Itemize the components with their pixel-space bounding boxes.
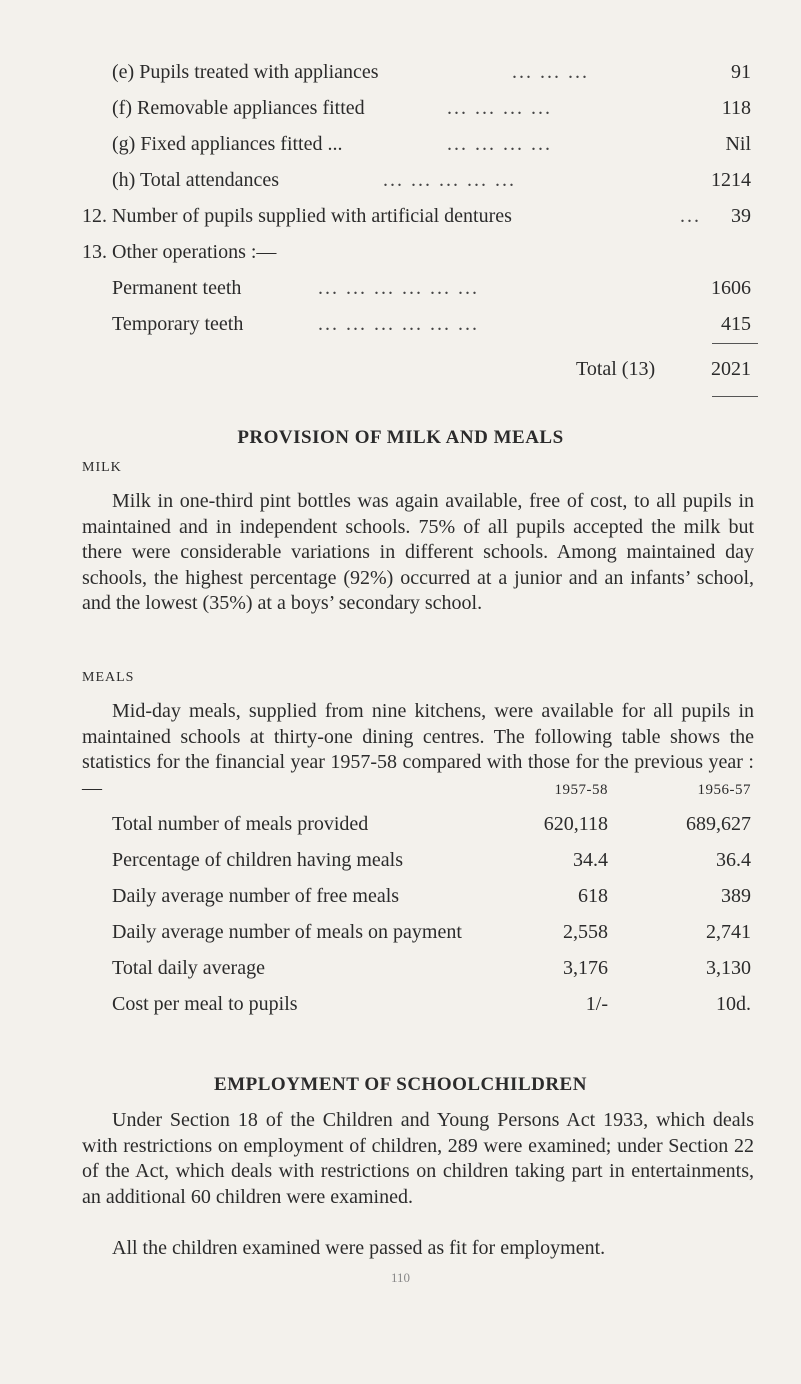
list-item-f-value: 118 [721,97,751,119]
table-cell-a: 620,118 [543,813,608,835]
list-item-h-label: (h) Total attendances [112,169,280,191]
list-item-f-dots: ... ... ... ... [447,97,552,119]
subheading-meals: MEALS [82,670,135,685]
table-row-label: Total number of meals provided [112,813,369,835]
subheading-milk: MILK [82,460,122,475]
paragraph-employment-1: Under Section 18 of the Children and Young Persons Act 1933, which deals with restrictions on employment of children, 289 were examined; under Section 22 of the Act, which deals with restrictions on children taking part in entertainments, an additional 60 children were examined. [82,1109,754,1208]
table-row-label: Total daily average [112,957,265,979]
list-item-f-label: (f) Removable appliances fitted [112,97,365,119]
list-item-13-label: 13. Other operations :— [82,241,277,263]
heading-milk-meals: PROVISION OF MILK AND MEALS [237,427,564,448]
table-cell-b: 389 [721,885,751,907]
list-item-temporary-value: 415 [721,313,751,335]
table-cell-b: 3,130 [706,957,751,979]
list-item-g-dots: ... ... ... ... [447,133,552,155]
table-cell-a: 1/- [585,993,608,1015]
table-cell-a: 3,176 [563,957,608,979]
list-item-e-dots: ... ... ... [512,61,589,83]
table-row-label: Cost per meal to pupils [112,993,298,1015]
column-header-1957: 1957-58 [554,782,608,798]
table-cell-a: 2,558 [563,921,608,943]
list-item-temporary-dots: ... ... ... ... ... ... [318,313,479,335]
list-item-permanent-label: Permanent teeth [112,277,242,299]
list-item-h-dots: ... ... ... ... ... [383,169,516,191]
list-item-g-value: Nil [725,133,751,155]
table-row-label: Percentage of children having meals [112,849,403,871]
list-item-permanent-dots: ... ... ... ... ... ... [318,277,479,299]
list-item-e-value: 91 [731,61,751,83]
table-cell-a: 618 [578,885,608,907]
list-item-temporary-label: Temporary teeth [112,313,244,335]
divider-bottom [712,396,758,397]
paragraph-milk: Milk in one-third pint bottles was again available, free of cost, to all pupils in maintained and in independent schools. 75% of all pupils accepted the milk but there were considerable variations in different schools. Among maintained day schools, the highest percentage (92%) occurred at a junior and an infants’ school, and the lowest (35%) at a boys’ secondary school. [82,490,754,614]
total-label: Total (13) [576,358,656,380]
table-cell-b: 689,627 [686,813,751,835]
paragraph-employment-2: All the children examined were passed as fit for employment. [112,1237,606,1259]
column-header-1956: 1956-57 [697,782,751,798]
list-item-12-value: 39 [731,205,751,227]
heading-employment: EMPLOYMENT OF SCHOOLCHILDREN [214,1074,587,1095]
divider-top [712,343,758,344]
list-item-e-label: (e) Pupils treated with appliances [112,61,379,83]
list-item-12-label: 12. Number of pupils supplied with artificial dentures [82,205,512,227]
list-item-permanent-value: 1606 [711,277,751,299]
list-item-h-value: 1214 [711,169,751,191]
page-number: 110 [390,1270,411,1285]
paragraph-meals: Mid-day meals, supplied from nine kitchens, were available for all pupils in maintained schools at thirty-one dining centres. The following table shows the statistics for the financial year 1957-58 compared with those for the previous year :— [82,700,754,799]
list-item-12-dots: ... [680,205,701,227]
table-cell-b: 2,741 [706,921,751,943]
total-value: 2021 [711,358,751,380]
table-row-label: Daily average number of meals on payment [112,921,462,943]
table-cell-b: 10d. [716,993,751,1015]
list-item-g-label: (g) Fixed appliances fitted ... [112,133,343,155]
table-cell-a: 34.4 [573,849,608,871]
table-cell-b: 36.4 [716,849,751,871]
table-row-label: Daily average number of free meals [112,885,400,907]
